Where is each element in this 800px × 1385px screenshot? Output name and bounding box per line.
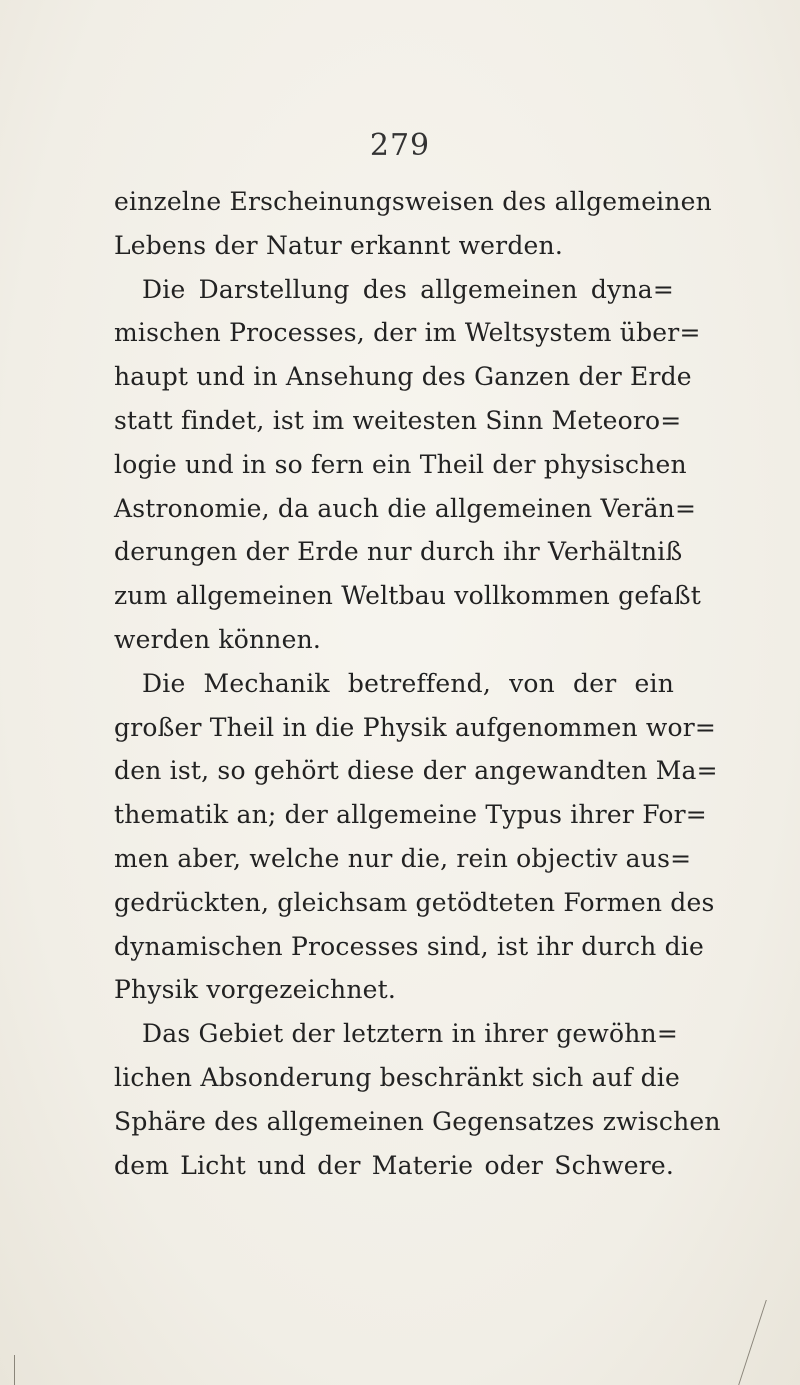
text-line: Das Gebiet der letztern in ihrer gewöhn= — [142, 1019, 679, 1049]
page-number: 279 — [369, 128, 431, 163]
text-line: den ist, so gehört diese der angewandten Ma= — [114, 756, 718, 786]
text-line: Astronomie, da auch die allgemeinen Verän= — [114, 493, 697, 523]
text-line: logie und in so fern ein Theil der physischen — [114, 449, 687, 479]
text-line: werden können. — [114, 624, 322, 654]
text-line: Die Darstellung des allgemeinen dyna= — [142, 274, 674, 304]
text-line: Sphäre des allgemeinen Gegensatzes zwischen — [114, 1106, 721, 1136]
text-line: zum allgemeinen Weltbau vollkommen gefaßt — [114, 581, 702, 611]
text-line: gedrückten, gleichsam getödteten Formen des — [114, 887, 715, 917]
text-line: Lebens der Natur erkannt werden. — [114, 230, 563, 260]
text-line: dynamischen Processes sind, ist ihr durch die — [114, 931, 704, 961]
text-line: mischen Processes, der im Weltsystem über= — [114, 318, 701, 348]
text-line: dem Licht und der Materie oder Schwere. — [114, 1150, 674, 1180]
page-edge-mark — [14, 1355, 15, 1385]
text-line: derungen der Erde nur durch ihr Verhältniß — [114, 537, 683, 567]
text-line: großer Theil in die Physik aufgenommen wor= — [114, 712, 717, 742]
body-text — [114, 180, 721, 1187]
text-line: Die Mechanik betreffend, von der ein — [142, 668, 674, 698]
page-edge-mark — [738, 1300, 767, 1385]
text-line: einzelne Erscheinungsweisen des allgemeinen — [114, 187, 712, 216]
text-line: men aber, welche nur die, rein objectiv aus= — [114, 843, 692, 873]
text-line: Physik vorgezeichnet. — [114, 975, 397, 1005]
text-line: haupt und in Ansehung des Ganzen der Erde — [114, 362, 692, 392]
text-line: thematik an; der allgemeine Typus ihrer For= — [114, 800, 707, 830]
text-line: statt findet, ist im weitesten Sinn Meteoro= — [114, 405, 682, 435]
text-line: lichen Absonderung beschränkt sich auf die — [114, 1062, 680, 1092]
